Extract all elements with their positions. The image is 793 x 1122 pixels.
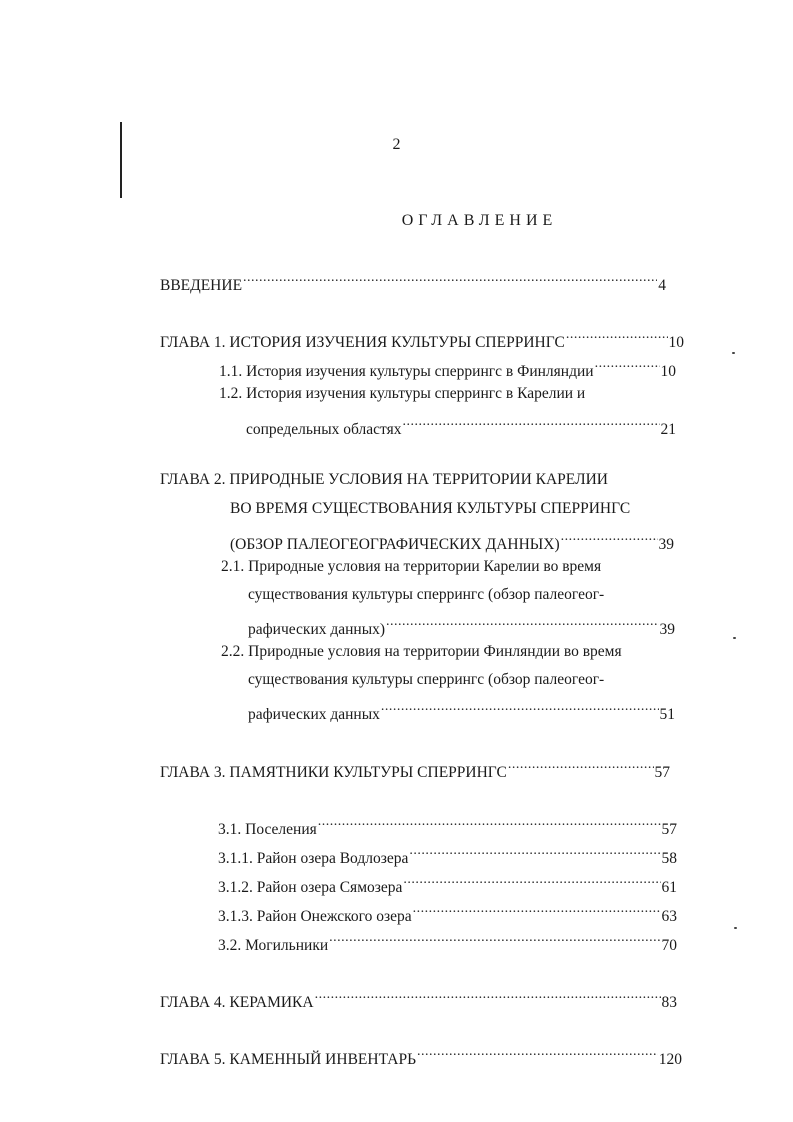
toc-entry-section-2-1-line2: существования культуры сперрингс (обзор палеогеог- bbox=[248, 586, 605, 603]
toc-entry-section-2-1-line1: 2.1. Природные условия на территории Карелии во время bbox=[221, 558, 602, 575]
toc-entry-label: сопредельных областях bbox=[246, 421, 402, 438]
toc-entry-section-2-2-line2: существования культуры сперрингс (обзор палеогеог- bbox=[248, 671, 605, 688]
dot-leader bbox=[315, 985, 661, 1007]
toc-entry-label: ГЛАВА 4. КЕРАМИКА bbox=[160, 994, 314, 1011]
toc-entry-chapter-2-line2: ВО ВРЕМЯ СУЩЕСТВОВАНИЯ КУЛЬТУРЫ СПЕРРИНГС bbox=[230, 500, 631, 517]
dot-leader bbox=[403, 870, 660, 892]
toc-entry-label: (ОБЗОР ПАЛЕОГЕОГРАФИЧЕСКИХ ДАННЫХ) bbox=[230, 536, 560, 553]
toc-entry-section-2-2-line1: 2.2. Природные условия на территории Финляндии во время bbox=[221, 643, 622, 660]
dot-leader bbox=[595, 354, 660, 376]
toc-entry-label: 3.1.2. Район озера Сямозера bbox=[218, 879, 403, 896]
toc-entry-page: 39 bbox=[659, 621, 675, 638]
dot-leader bbox=[417, 1042, 658, 1064]
dot-leader bbox=[386, 612, 658, 634]
toc-entry-chapter-4[interactable] bbox=[160, 985, 677, 1011]
toc-entry-chapter-5[interactable] bbox=[160, 1042, 682, 1068]
toc-entry-label: 1.1. История изучения культуры сперрингс в Финляндии bbox=[219, 363, 594, 380]
toc-entry-page: 10 bbox=[660, 363, 676, 380]
toc-entry-page: 61 bbox=[661, 879, 677, 896]
toc-entry-section-1-2-line1: 1.2. История изучения культуры сперрингс в Карелии и bbox=[219, 385, 586, 402]
dot-leader bbox=[566, 325, 668, 347]
toc-entry-chapter-3[interactable] bbox=[160, 755, 670, 781]
toc-entry-label: рафических данных) bbox=[248, 621, 386, 638]
toc-entry-section-2-2[interactable] bbox=[248, 697, 675, 723]
toc-entry-label: 3.1.3. Район Онежского озера bbox=[218, 908, 412, 925]
toc-entry-section-2-1[interactable] bbox=[248, 612, 675, 638]
toc-entry-label: 3.1.1. Район озера Водлозера bbox=[218, 850, 409, 867]
toc-title: ОГЛАВЛЕНИЕ bbox=[401, 212, 558, 229]
toc-entry-page: 4 bbox=[658, 277, 666, 294]
toc-entry-section-1-2[interactable] bbox=[246, 412, 676, 438]
toc-entry-chapter-2[interactable] bbox=[230, 527, 674, 553]
toc-entry-page: 63 bbox=[661, 908, 677, 925]
toc-entry-page: 51 bbox=[659, 706, 675, 723]
toc-entry-page: 57 bbox=[654, 764, 670, 781]
toc-entry-label: 3.1. Поселения bbox=[218, 821, 317, 838]
toc-entry-introduction[interactable] bbox=[160, 268, 666, 294]
toc-entry-chapter-2-line1: ГЛАВА 2. ПРИРОДНЫЕ УСЛОВИЯ НА ТЕРРИТОРИИ КАРЕЛИИ bbox=[160, 471, 608, 488]
scan-speck bbox=[733, 637, 736, 639]
toc-entry-section-3-1-3[interactable] bbox=[218, 899, 677, 925]
dot-leader bbox=[402, 412, 659, 434]
toc-entry-label: ГЛАВА 3. ПАМЯТНИКИ КУЛЬТУРЫ СПЕРРИНГС bbox=[160, 764, 507, 781]
toc-entry-page: 120 bbox=[658, 1051, 682, 1068]
scan-speck bbox=[734, 927, 737, 929]
toc-entry-chapter-1[interactable] bbox=[160, 325, 684, 351]
toc-entry-label: ВВЕДЕНИЕ bbox=[160, 277, 243, 294]
toc-entry-page: 10 bbox=[668, 334, 684, 351]
toc-entry-page: 58 bbox=[661, 850, 677, 867]
toc-entry-page: 57 bbox=[661, 821, 677, 838]
dot-leader bbox=[318, 812, 661, 834]
dot-leader bbox=[329, 928, 660, 950]
scan-margin-mark bbox=[120, 122, 122, 198]
toc-entry-page: 21 bbox=[660, 421, 676, 438]
toc-entry-label: 3.2. Могильники bbox=[218, 937, 329, 954]
dot-leader bbox=[508, 755, 654, 777]
dot-leader bbox=[243, 268, 657, 290]
page-number: 2 bbox=[392, 136, 401, 153]
toc-entry-page: 83 bbox=[661, 994, 677, 1011]
toc-entry-section-3-1-2[interactable] bbox=[218, 870, 677, 896]
toc-entry-label: ГЛАВА 1. ИСТОРИЯ ИЗУЧЕНИЯ КУЛЬТУРЫ СПЕРРИНГС bbox=[160, 334, 565, 351]
toc-entry-section-1-1[interactable] bbox=[219, 354, 676, 380]
toc-entry-label: рафических данных bbox=[248, 706, 380, 723]
dot-leader bbox=[381, 697, 659, 719]
toc-entry-section-3-1[interactable] bbox=[218, 812, 677, 838]
toc-entry-page: 39 bbox=[658, 536, 674, 553]
scan-speck bbox=[732, 352, 735, 354]
dot-leader bbox=[561, 527, 658, 549]
toc-entry-page: 70 bbox=[661, 937, 677, 954]
toc-entry-label: ГЛАВА 5. КАМЕННЫЙ ИНВЕНТАРЬ bbox=[160, 1051, 416, 1068]
toc-entry-section-3-1-1[interactable] bbox=[218, 841, 677, 867]
dot-leader bbox=[409, 841, 660, 863]
toc-entry-section-3-2[interactable] bbox=[218, 928, 677, 954]
dot-leader bbox=[413, 899, 661, 921]
